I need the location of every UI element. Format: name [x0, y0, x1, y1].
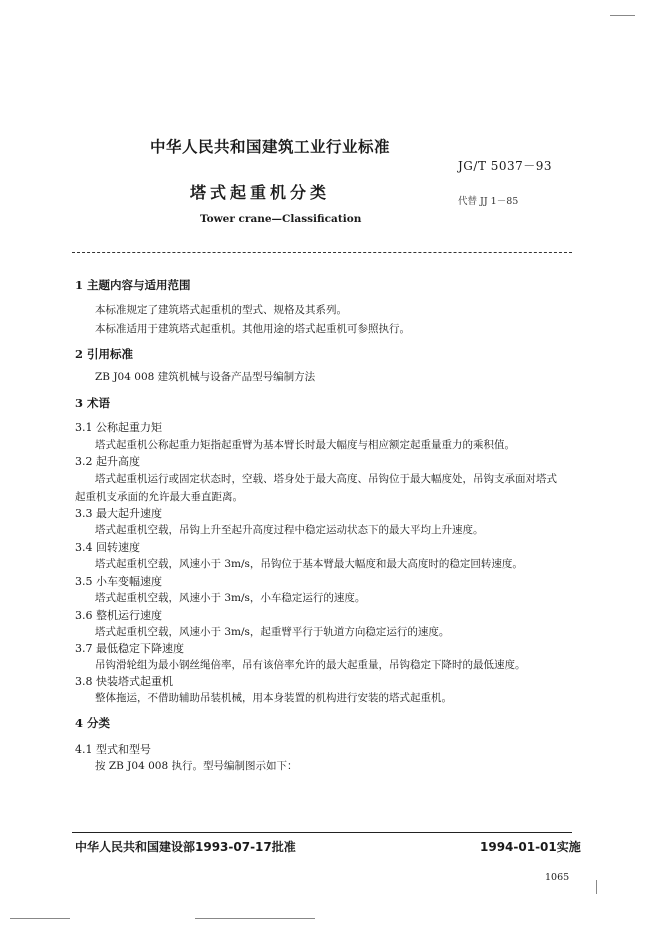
term-4-1-title: 4.1 型式和型号: [75, 743, 151, 756]
section-4-heading: 4 分类: [75, 716, 111, 730]
term-3-1-title: 3.1 公称起重力矩: [75, 421, 162, 434]
term-3-5-title: 3.5 小车变幅速度: [75, 575, 162, 588]
term-3-1-text: 塔式起重机公称起重力矩指起重臂为基本臂长时最大幅度与相应额定起重量重力的乘积值。: [95, 439, 515, 451]
term-3-6-text: 塔式起重机空载，风速小于 3m/s，起重臂平行于轨道方向稳定运行的速度。: [95, 626, 450, 638]
section-1-paragraph-2: 本标准适用于建筑塔式起重机。其他用途的塔式起重机可参照执行。: [95, 323, 410, 335]
english-title: Tower crane—Classification: [200, 213, 362, 225]
standard-code: JG/T 5037－93: [458, 159, 553, 173]
term-3-4-text: 塔式起重机空载，风速小于 3m/s，吊钩位于基本臂最大幅度和最大高度时的稳定回转速度。: [95, 558, 523, 570]
page-number: 1065: [545, 872, 570, 883]
term-3-7-text: 吊钩滑轮组为最小钢丝绳倍率，吊有该倍率允许的最大起重量，吊钩稳定下降时的最低速度。: [95, 659, 526, 671]
term-3-8-title: 3.8 快装塔式起重机: [75, 675, 173, 688]
industry-title: 中华人民共和国建筑工业行业标准: [150, 138, 391, 156]
scan-artifact: [10, 918, 70, 919]
implementation-date: 1994-01-01实施: [480, 840, 581, 854]
section-3-heading: 3 术语: [75, 396, 111, 410]
section-2-heading: 2 引用标准: [75, 347, 134, 361]
section-1-paragraph-1: 本标准规定了建筑塔式起重机的型式、规格及其系列。: [95, 304, 347, 316]
term-3-6-title: 3.6 整机运行速度: [75, 609, 162, 622]
approval-line: 中华人民共和国建设部1993-07-17批准: [75, 840, 296, 854]
term-3-3-title: 3.3 最大起升速度: [75, 507, 162, 520]
term-3-2-title: 3.2 起升高度: [75, 455, 140, 468]
scan-artifact: [610, 15, 635, 16]
term-3-5-text: 塔式起重机空载，风速小于 3m/s，小车稳定运行的速度。: [95, 592, 366, 604]
term-3-7-title: 3.7 最低稳定下降速度: [75, 642, 184, 655]
section-2-reference: ZB J04 008 建筑机械与设备产品型号编制方法: [95, 371, 316, 383]
term-3-2-text-line-2: 起重机支承面的允许最大垂直距离。: [75, 491, 243, 503]
term-3-2-text-line-1: 塔式起重机运行或固定状态时，空载、塔身处于最大高度、吊钩位于最大幅度处，吊钩支承面对塔式: [95, 473, 557, 485]
header-divider: [72, 252, 572, 253]
term-4-1-text: 按 ZB J04 008 执行。型号编制图示如下：: [95, 760, 298, 772]
replaces-note: 代替 JJ 1－85: [458, 196, 519, 207]
term-3-8-text: 整体拖运，不借助辅助吊装机械，用本身装置的机构进行安装的塔式起重机。: [95, 692, 452, 704]
scan-artifact: [596, 880, 597, 894]
term-3-4-title: 3.4 回转速度: [75, 541, 140, 554]
section-1-heading: 1 主题内容与适用范围: [75, 278, 191, 292]
term-3-3-text: 塔式起重机空载，吊钩上升至起升高度过程中稳定运动状态下的最大平均上升速度。: [95, 524, 484, 536]
footer-divider: [72, 832, 572, 833]
scan-artifact: [195, 918, 315, 919]
doc-title: 塔式起重机分类: [190, 183, 331, 202]
